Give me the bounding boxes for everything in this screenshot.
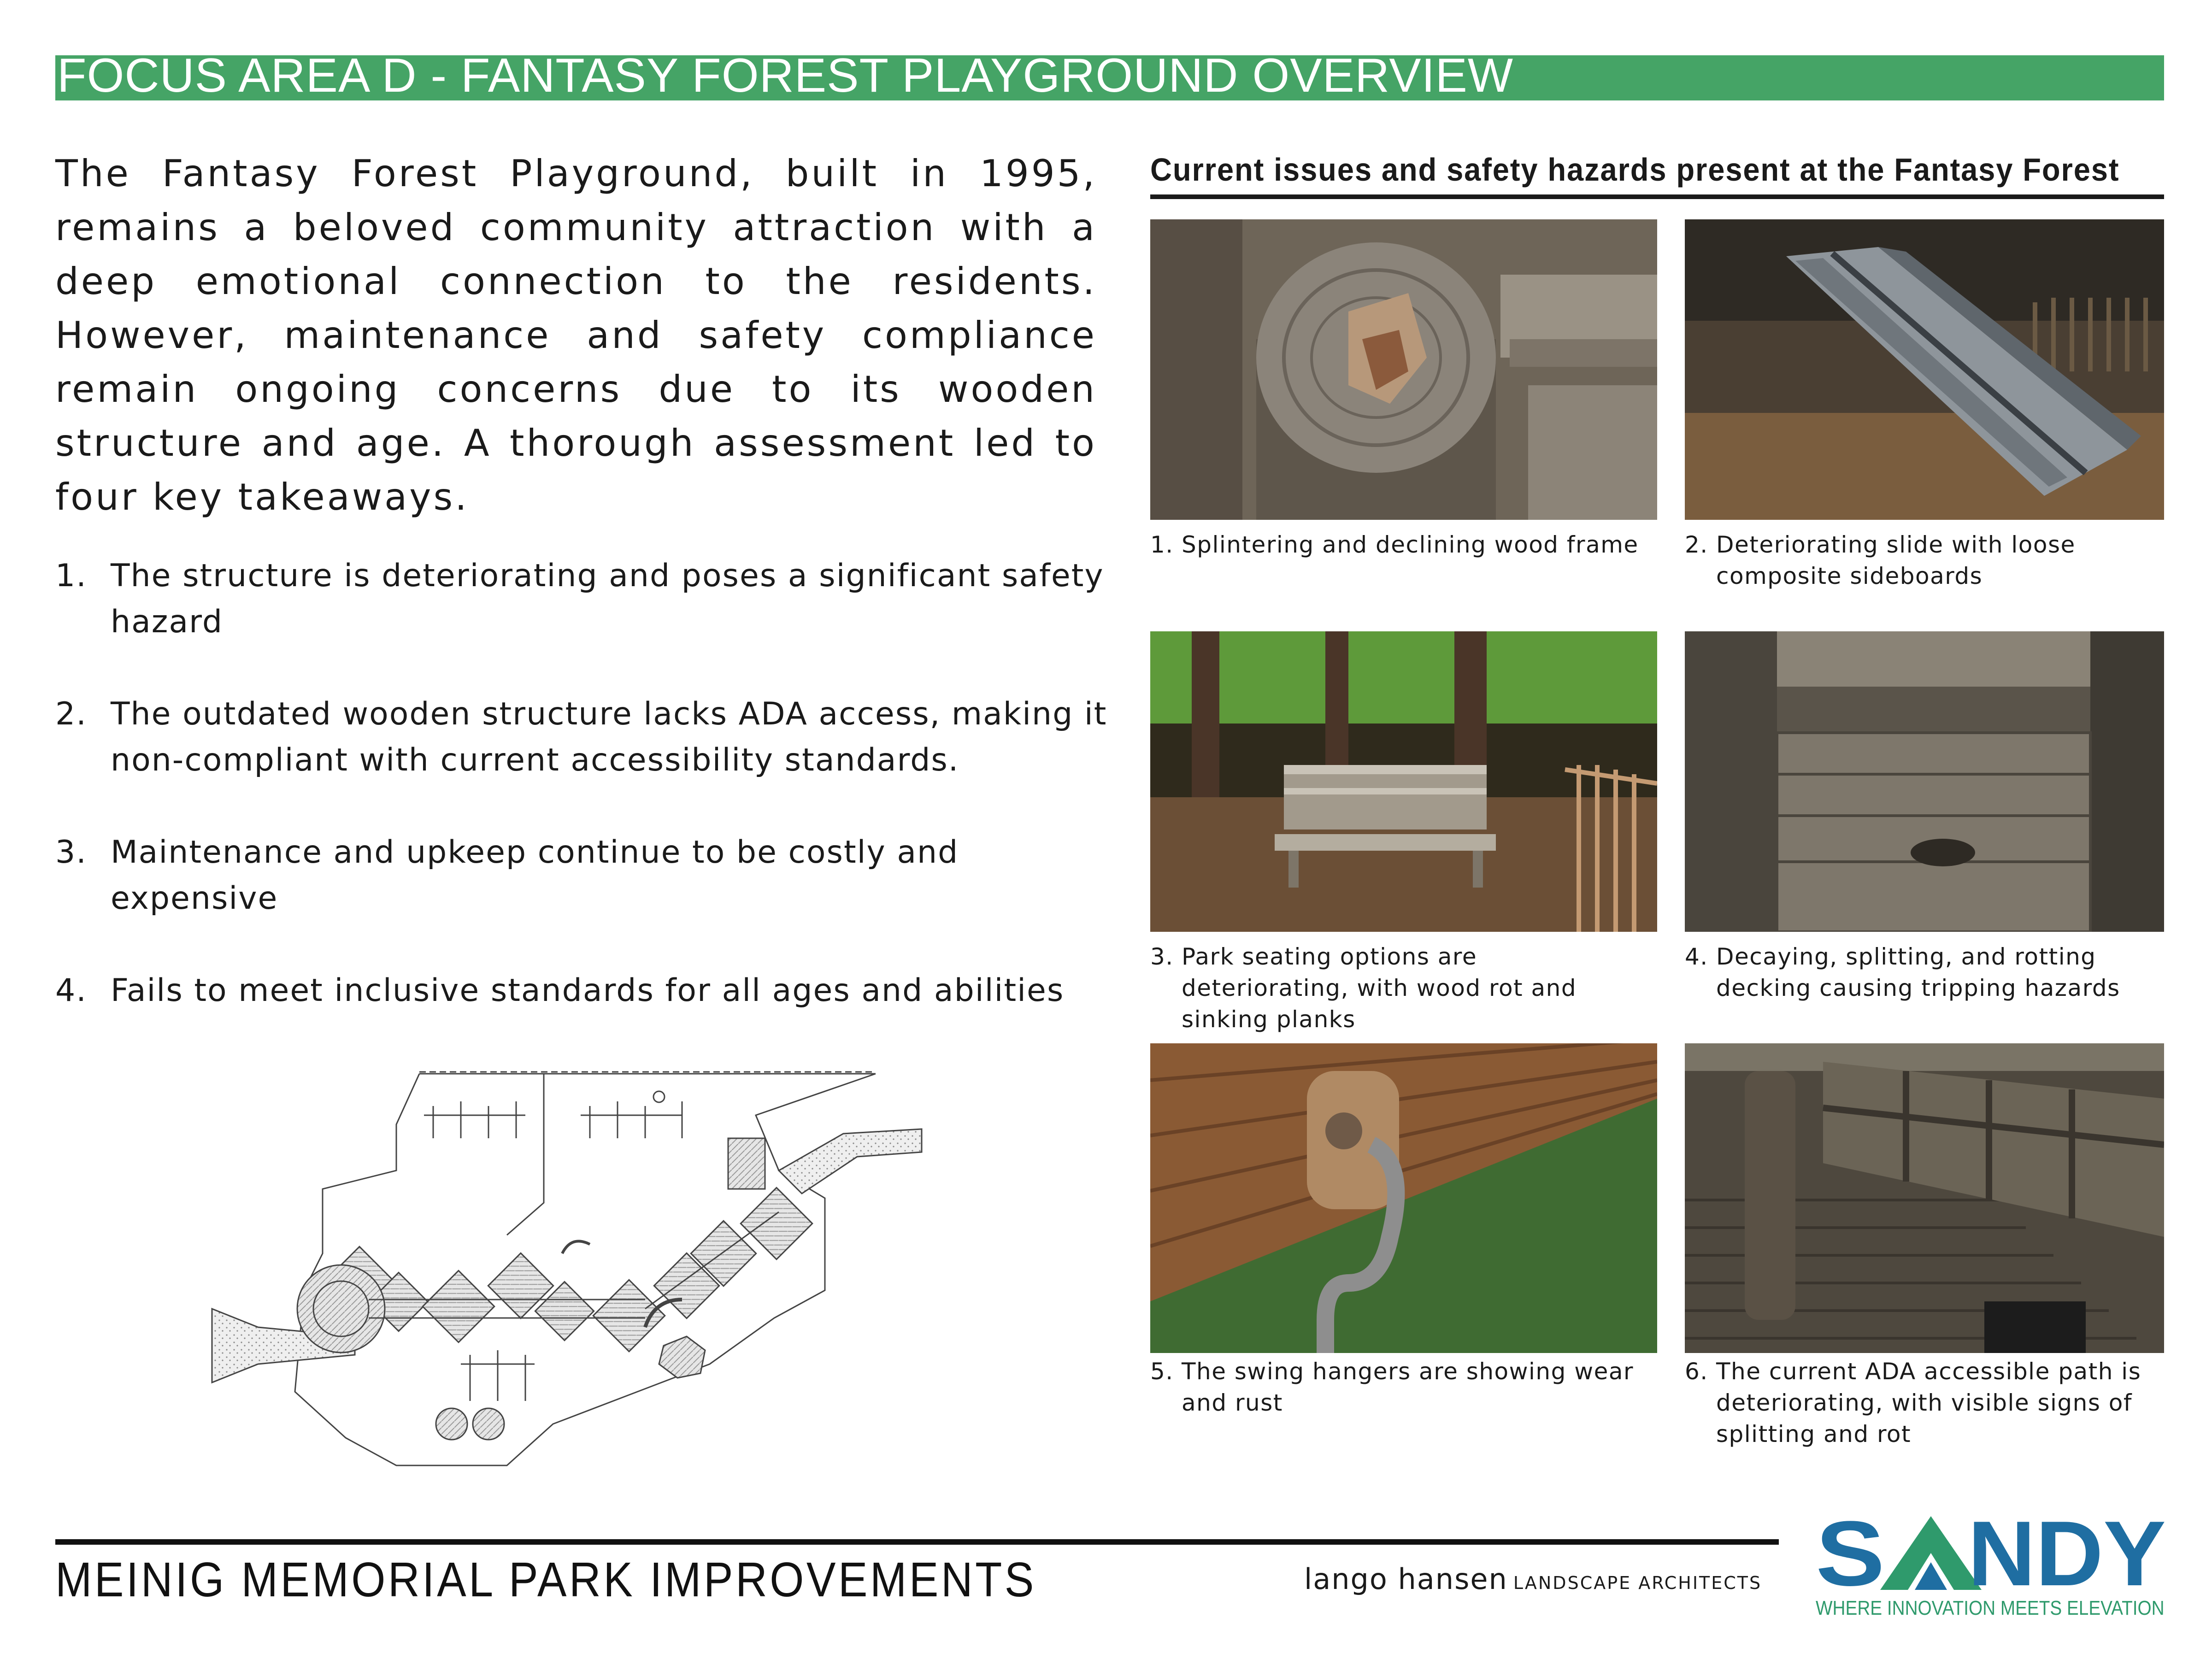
svg-text:NDY: NDY (1968, 1502, 2166, 1594)
logo-tagline: WHERE INNOVATION MEETS ELEVATION (1816, 1597, 2165, 1619)
caption-number: 4. (1685, 943, 1708, 970)
takeaway-item (55, 968, 1115, 1014)
intro-paragraph: The Fantasy Forest Playground, built in 1995, remains a beloved community attraction with a deep emotional connection to the residents. However, maintenance and safety compliance remain ongoing concerns due to its wooden structure and age. A thorough assessment led to four key takeaways. (55, 152, 1097, 518)
caption-text: Deteriorating slide with loose composite sideboards (1716, 531, 2076, 589)
takeaway-number: 1. (55, 558, 87, 594)
ada-path-photo (1685, 1043, 2164, 1353)
caption-text: The swing hangers are showing wear and rust (1182, 1358, 1634, 1416)
wood-post-photo (1150, 219, 1657, 520)
caption-text: Decaying, splitting, and rotting decking causing tripping hazards (1716, 943, 2120, 1001)
photo-caption (1150, 941, 1639, 1035)
caption-text: The current ADA accessible path is deteriorating, with visible signs of splitting and rot (1716, 1358, 2141, 1447)
bench-photo (1150, 631, 1657, 932)
takeaway-item (55, 553, 1115, 645)
swing-hanger-photo (1150, 1043, 1657, 1353)
svg-text:S: S (1816, 1502, 1885, 1594)
photo-caption (1685, 529, 2173, 592)
takeaway-item (55, 691, 1115, 783)
slide-photo (1685, 219, 2164, 520)
firm-name: lango hansen (1304, 1562, 1508, 1596)
caption-text: Splintering and declining wood frame (1182, 531, 1639, 558)
caption-text: Park seating options are deteriorating, with wood rot and sinking planks (1182, 943, 1577, 1033)
issues-heading: Current issues and safety hazards present at the Fantasy Forest (1150, 152, 2120, 188)
takeaway-text: The outdated wooden structure lacks ADA access, making it non-compliant with current accessibility standards. (111, 696, 1107, 778)
photo-caption (1150, 1356, 1639, 1418)
caption-number: 6. (1685, 1358, 1708, 1385)
takeaway-text: Maintenance and upkeep continue to be costly and expensive (111, 834, 959, 917)
firm-credit (1304, 1562, 1762, 1604)
issues-heading-rule (1150, 194, 2164, 199)
footer-rule (55, 1539, 1779, 1545)
decking-photo (1685, 631, 2164, 932)
page-title: FOCUS AREA D - FANTASY FOREST PLAYGROUND OVERVIEW (57, 49, 1514, 102)
site-plan-drawing (203, 1060, 968, 1475)
takeaway-number: 4. (55, 972, 87, 1009)
photo-caption (1685, 1356, 2173, 1450)
takeaway-number: 3. (55, 834, 87, 871)
caption-number: 5. (1150, 1358, 1174, 1385)
takeaways-list (55, 553, 1115, 1060)
firm-subtitle: LANDSCAPE ARCHITECTS (1513, 1573, 1762, 1593)
takeaway-text: The structure is deteriorating and poses a significant safety hazard (111, 558, 1104, 640)
takeaway-item (55, 830, 1115, 922)
caption-number: 2. (1685, 531, 1708, 558)
photo-caption (1685, 941, 2173, 1004)
caption-number: 1. (1150, 531, 1174, 558)
project-title: MEINIG MEMORIAL PARK IMPROVEMENTS (55, 1553, 1036, 1607)
takeaway-number: 2. (55, 696, 87, 732)
photo-caption (1150, 529, 1639, 560)
caption-number: 3. (1150, 943, 1174, 970)
takeaway-text: Fails to meet inclusive standards for all ages and abilities (111, 972, 1065, 1009)
